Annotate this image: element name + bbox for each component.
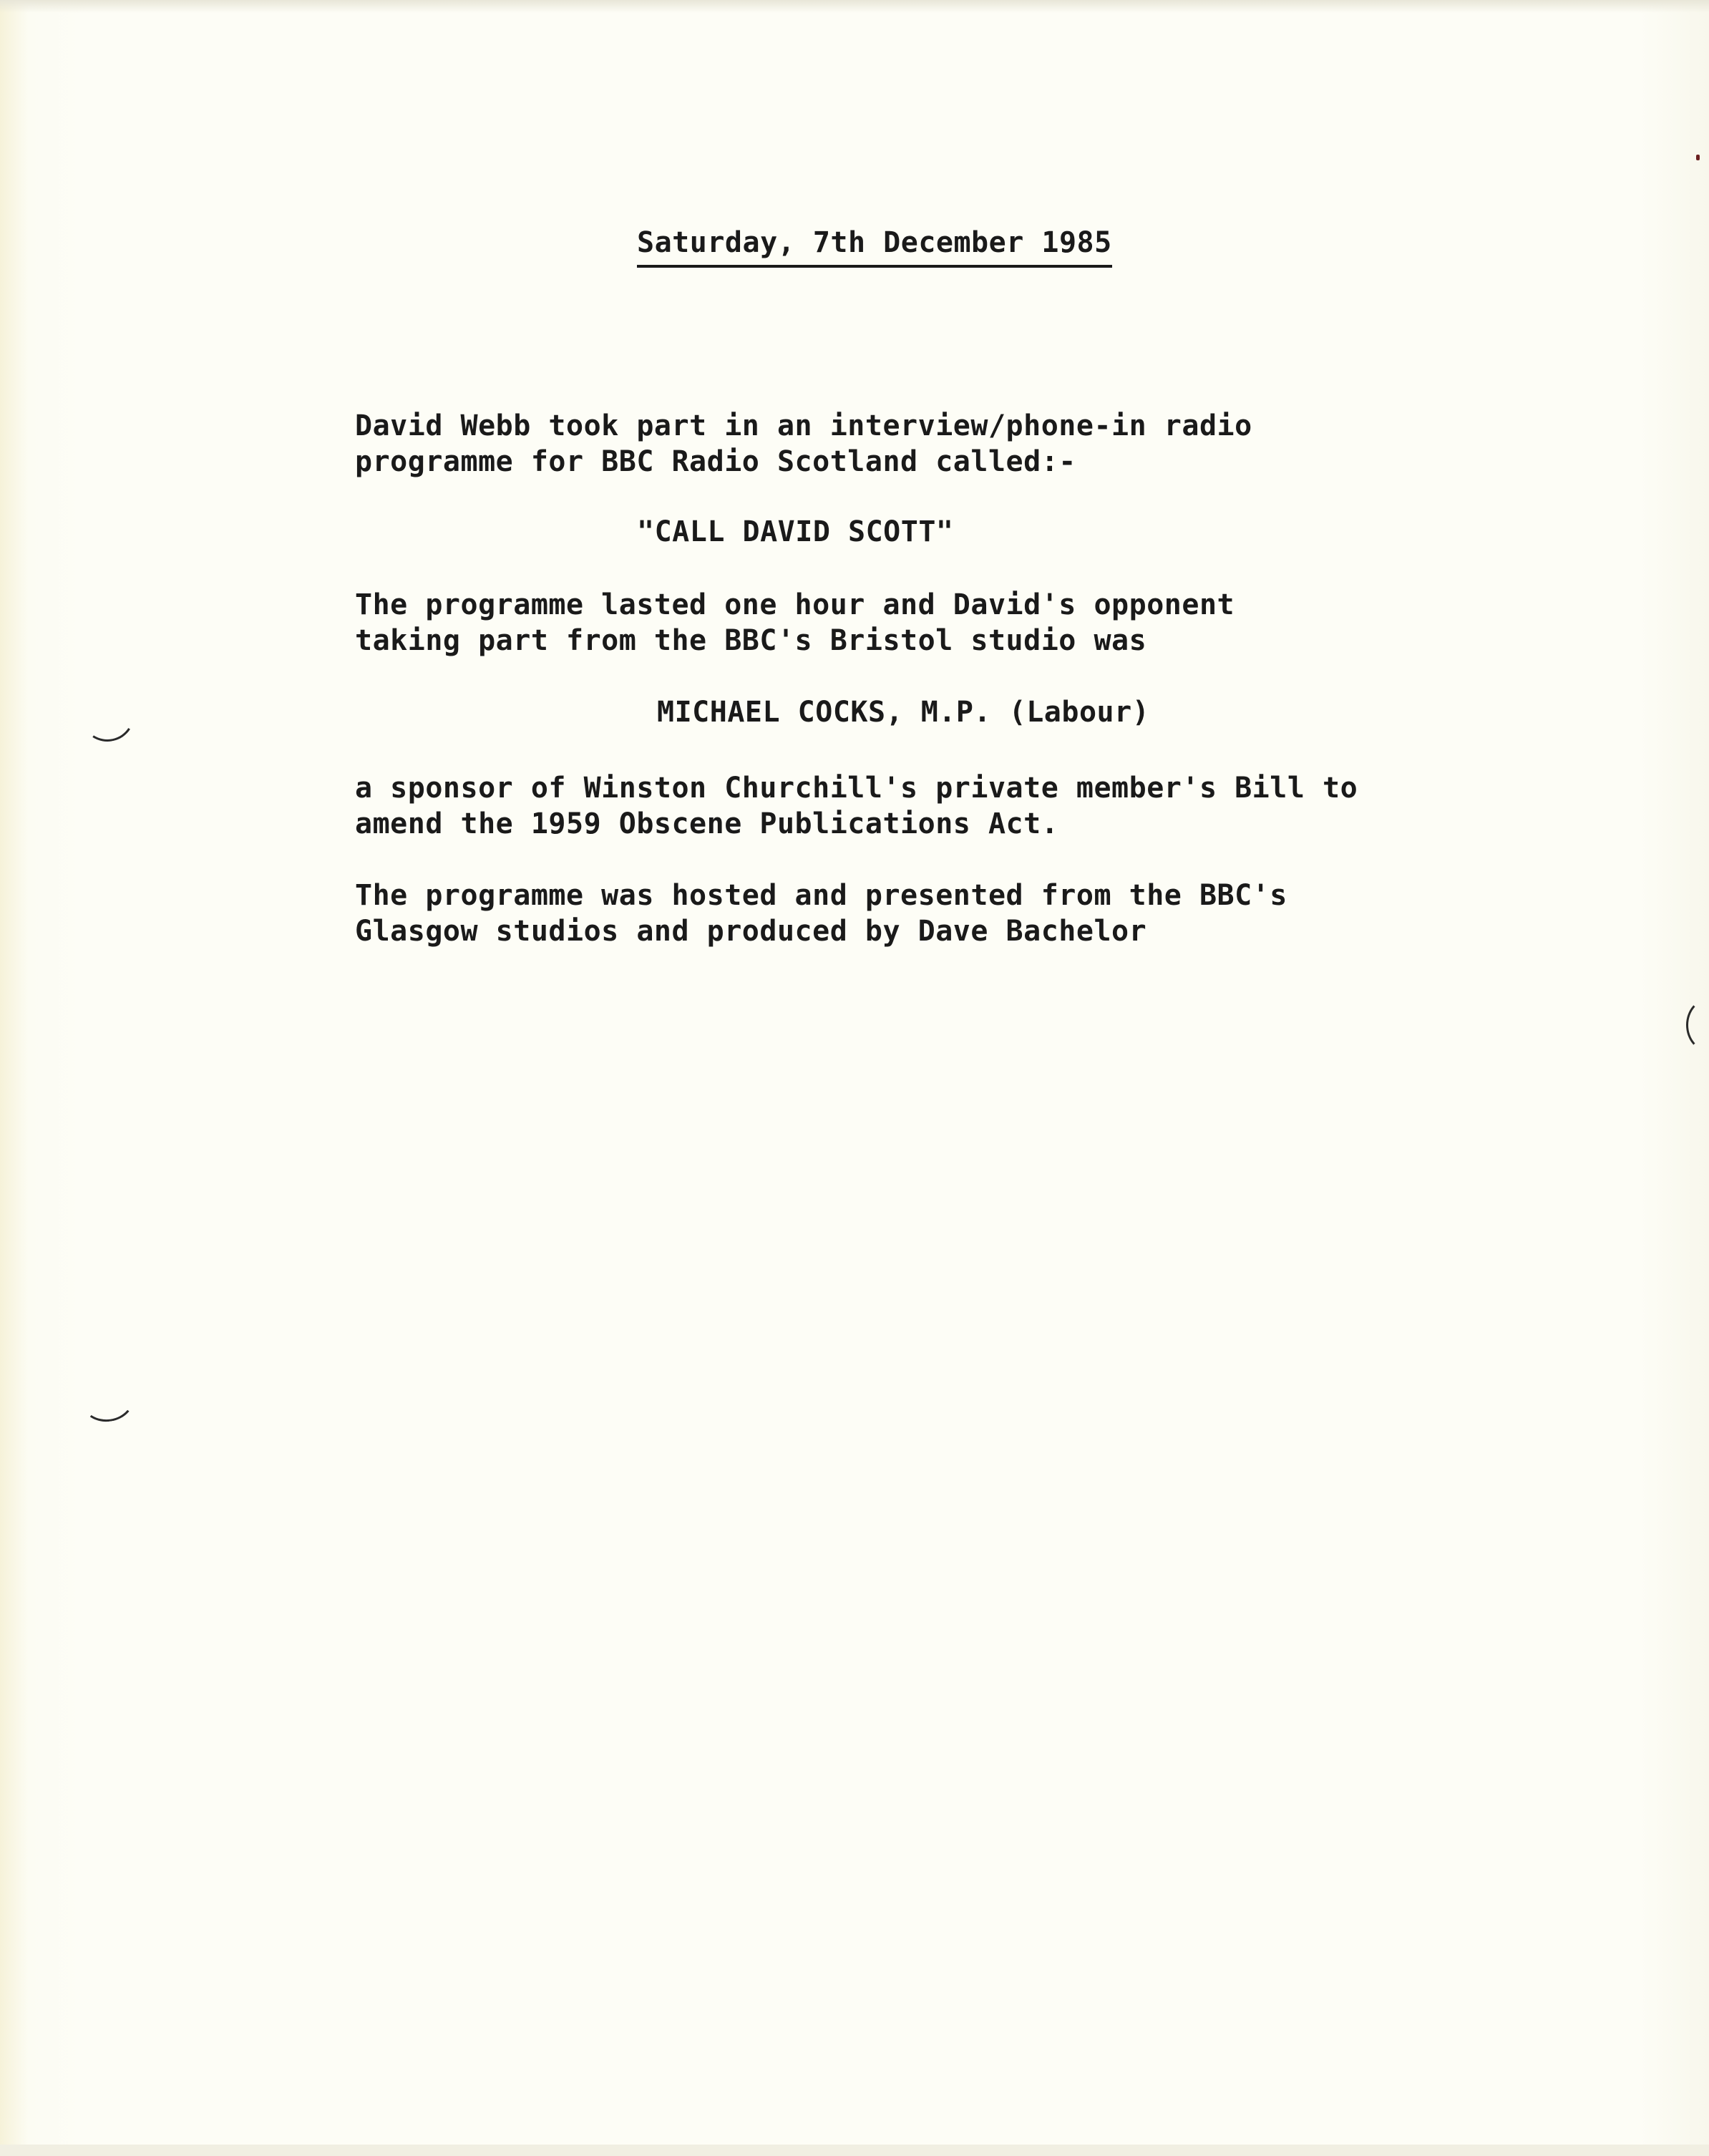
punch-hole-upper (75, 682, 140, 747)
page-bottom-edge (0, 2145, 1709, 2156)
production-paragraph: The programme was hosted and presented from the BBC's Glasgow studios and produced by Dave Bachelor (355, 879, 1287, 948)
punch-hole-right (1686, 998, 1709, 1052)
sponsor-paragraph: a sponsor of Winston Churchill's private member's Bill to amend the 1959 Obscene Publications Act. (355, 772, 1358, 840)
punch-hole-lower (77, 1371, 137, 1425)
paper-speck (1696, 155, 1700, 160)
intro-paragraph: David Webb took part in an interview/phone-in radio programme for BBC Radio Scotland called:- (355, 409, 1252, 478)
opponent-name: MICHAEL COCKS, M.P. (Labour) (657, 696, 1150, 729)
date-heading: Saturday, 7th December 1985 (637, 225, 1112, 268)
programme-paragraph: The programme lasted one hour and David's opponent taking part from the BBC's Bristol studio was (355, 588, 1235, 657)
page-top-shadow (0, 0, 1709, 13)
programme-title: "CALL DAVID SCOTT" (637, 515, 954, 548)
